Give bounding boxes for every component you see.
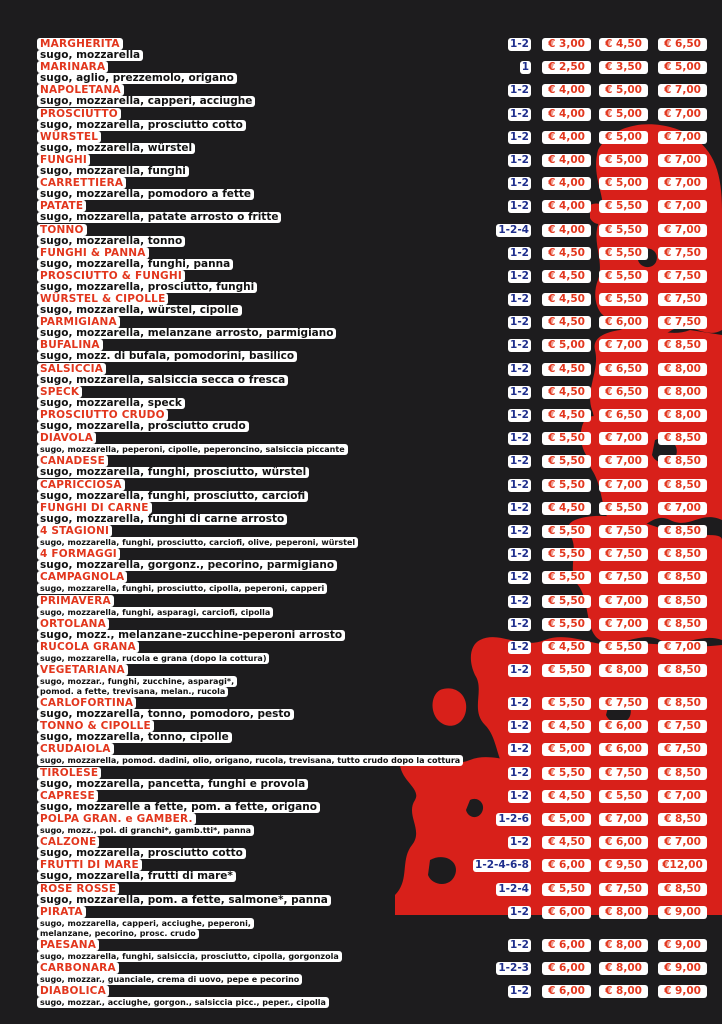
allergen-code: 1-2 — [510, 594, 529, 607]
menu-item — [37, 270, 722, 293]
pizza-ingredients: sugo, mozzarella, funghi — [37, 166, 189, 177]
pizza-ingredients: sugo, mozzarella, pomod. dadini, olio, origano, rucola, trevisana, tutto crudo dopo la cottura — [37, 755, 463, 766]
allergen-code: 1-2 — [510, 385, 529, 398]
menu-item — [37, 906, 722, 939]
price-size-3: € 7,00 — [658, 200, 707, 213]
price-size-1: € 5,50 — [542, 883, 591, 896]
menu-item — [37, 131, 722, 154]
price-size-2: € 7,00 — [599, 813, 648, 826]
pizza-ingredients: sugo, mozzarella, tonno, cipolle — [37, 732, 232, 743]
pizza-ingredients: sugo, mozzarella, salsiccia secca o fresca — [37, 375, 288, 386]
price-size-3: € 7,50 — [658, 316, 707, 329]
price-size-2: € 7,50 — [599, 525, 648, 538]
price-size-3: € 7,00 — [658, 84, 707, 97]
allergen-code: 1-2 — [510, 905, 529, 918]
menu-item — [37, 962, 722, 985]
menu-item — [37, 363, 722, 386]
pizza-ingredients: sugo, mozzarella, prosciutto cotto — [37, 848, 246, 859]
menu-item — [37, 697, 722, 720]
menu-item — [37, 432, 722, 455]
pizza-ingredients: sugo, mozzarella, funghi, prosciutto, cipolla, peperoni, capperi — [37, 583, 327, 594]
price-size-1: € 6,00 — [542, 939, 591, 952]
price-size-2: € 6,00 — [599, 316, 648, 329]
pizza-name: TONNO — [37, 224, 87, 236]
allergen-code: 1-2-4 — [498, 882, 529, 895]
pizza-menu-list — [37, 38, 722, 1008]
pizza-name: VEGETARIANA — [37, 664, 128, 676]
price-size-2: € 6,00 — [599, 836, 648, 849]
price-size-1: € 4,50 — [542, 790, 591, 803]
price-size-2: € 7,00 — [599, 432, 648, 445]
price-size-1: € 4,00 — [542, 84, 591, 97]
price-size-3: € 8,50 — [658, 525, 707, 538]
price-size-2: € 4,50 — [599, 38, 648, 51]
price-size-2: € 5,00 — [599, 84, 648, 97]
price-size-3: € 8,50 — [658, 432, 707, 445]
price-size-2: € 7,00 — [599, 618, 648, 631]
price-size-3: € 7,00 — [658, 836, 707, 849]
allergen-code: 1-2 — [510, 478, 529, 491]
price-size-3: € 5,00 — [658, 61, 707, 74]
pizza-ingredients: sugo, mozzarella, rucola e grana (dopo la cottura) — [37, 653, 269, 664]
allergen-code: 1-2 — [510, 107, 529, 120]
pizza-name: FRUTTI DI MARE — [37, 859, 142, 871]
price-size-2: € 5,50 — [599, 641, 648, 654]
price-size-2: € 3,50 — [599, 61, 648, 74]
menu-item — [37, 61, 722, 84]
price-size-2: € 7,50 — [599, 571, 648, 584]
pizza-name: FUNGHI & PANNA — [37, 247, 149, 259]
menu-item — [37, 618, 722, 641]
menu-item — [37, 859, 722, 882]
price-size-1: € 4,00 — [542, 177, 591, 190]
price-size-3: € 8,50 — [658, 455, 707, 468]
pizza-name: SALSICCIA — [37, 363, 106, 375]
pizza-name: PROSCIUTTO & FUNGHI — [37, 270, 185, 282]
menu-item — [37, 743, 722, 766]
pizza-ingredients: sugo, mozzarella, gorgonz., pecorino, parmigiano — [37, 560, 337, 571]
menu-item — [37, 409, 722, 432]
price-size-1: € 5,50 — [542, 479, 591, 492]
menu-item — [37, 177, 722, 200]
allergen-code: 1-2 — [510, 664, 529, 677]
allergen-code: 1-2 — [510, 501, 529, 514]
pizza-name: ORTOLANA — [37, 618, 109, 630]
allergen-code: 1-2 — [510, 246, 529, 259]
pizza-name: PATATE — [37, 200, 86, 212]
menu-item — [37, 595, 722, 618]
price-size-3: € 8,50 — [658, 767, 707, 780]
price-size-1: € 4,50 — [542, 363, 591, 376]
menu-item — [37, 386, 722, 409]
price-size-1: € 4,00 — [542, 224, 591, 237]
pizza-ingredients: sugo, mozzarella, würstel, cipolle — [37, 305, 242, 316]
price-size-3: € 7,50 — [658, 743, 707, 756]
allergen-code: 1 — [521, 61, 529, 74]
allergen-code: 1-2 — [510, 697, 529, 710]
pizza-name: DIABOLICA — [37, 985, 109, 997]
price-size-2: € 5,50 — [599, 270, 648, 283]
price-size-2: € 8,00 — [599, 962, 648, 975]
pizza-ingredients: sugo, mozzarella, prosciutto, funghi — [37, 282, 257, 293]
price-size-2: € 6,50 — [599, 409, 648, 422]
price-size-3: € 9,00 — [658, 962, 707, 975]
price-size-2: € 8,00 — [599, 906, 648, 919]
allergen-code: 1-2 — [510, 316, 529, 329]
price-size-2: € 7,00 — [599, 455, 648, 468]
pizza-name: CARRETTIERA — [37, 177, 126, 189]
pizza-ingredients: sugo, mozzarella, prosciutto cotto — [37, 120, 246, 131]
pizza-name: MARINARA — [37, 61, 108, 73]
price-size-1: € 5,50 — [542, 455, 591, 468]
pizza-ingredients: sugo, mozzarella, frutti di mare* — [37, 871, 236, 882]
allergen-code: 1-2 — [510, 339, 529, 352]
menu-item — [37, 571, 722, 594]
price-size-2: € 5,50 — [599, 247, 648, 260]
price-size-3: € 7,50 — [658, 293, 707, 306]
menu-item — [37, 200, 722, 223]
pizza-name: TIROLESE — [37, 767, 101, 779]
allergen-code: 1-2 — [510, 548, 529, 561]
price-size-3: € 7,00 — [658, 131, 707, 144]
pizza-ingredients: sugo, mozzarella, tonno — [37, 236, 185, 247]
price-size-1: € 6,00 — [542, 962, 591, 975]
pizza-ingredients: sugo, mozzarella, peperoni, cipolle, peperoncino, salsiccia piccante — [37, 444, 348, 455]
pizza-ingredients: sugo, mozzarella, funghi, panna — [37, 259, 233, 270]
allergen-code: 1-2 — [510, 130, 529, 143]
allergen-code: 1-2 — [510, 455, 529, 468]
price-size-2: € 7,50 — [599, 883, 648, 896]
price-size-2: € 5,50 — [599, 224, 648, 237]
pizza-name: NAPOLETANA — [37, 84, 124, 96]
price-size-3: € 8,50 — [658, 697, 707, 710]
price-size-1: € 4,50 — [542, 386, 591, 399]
pizza-ingredients: sugo, mozzar., guanciale, crema di uovo, pepe e pecorino — [37, 974, 302, 985]
allergen-code: 1-2 — [510, 269, 529, 282]
pizza-ingredients: sugo, mozzarella, capperi, acciughe, peperoni, — [37, 918, 254, 929]
price-size-3: € 8,50 — [658, 339, 707, 352]
allergen-code: 1-2 — [510, 84, 529, 97]
price-size-1: € 4,50 — [542, 720, 591, 733]
pizza-name: ROSE ROSSE — [37, 883, 119, 895]
pizza-name: CRUDAIOLA — [37, 743, 114, 755]
price-size-3: € 8,50 — [658, 883, 707, 896]
pizza-name: CAMPAGNOLA — [37, 571, 127, 583]
pizza-ingredients: sugo, mozzarella, funghi, prosciutto, carciofi — [37, 491, 308, 502]
price-size-1: € 5,50 — [542, 548, 591, 561]
menu-item — [37, 38, 722, 61]
price-size-1: € 4,50 — [542, 293, 591, 306]
allergen-code: 1-2-4-6-8 — [475, 859, 529, 872]
pizza-ingredients: sugo, aglio, prezzemolo, origano — [37, 73, 237, 84]
price-size-3: € 8,00 — [658, 363, 707, 376]
menu-item — [37, 525, 722, 548]
pizza-name: TONNO & CIPOLLE — [37, 720, 154, 732]
price-size-3: € 9,00 — [658, 985, 707, 998]
pizza-name: PRIMAVERA — [37, 595, 114, 607]
allergen-code: 1-2 — [510, 938, 529, 951]
price-size-1: € 5,50 — [542, 618, 591, 631]
pizza-name: PAESANA — [37, 939, 99, 951]
pizza-name: FUNGHI DI CARNE — [37, 502, 152, 514]
price-size-3: € 8,50 — [658, 664, 707, 677]
allergen-code: 1-2 — [510, 836, 529, 849]
pizza-ingredients: sugo, mozzarella, tonno, pomodoro, pesto — [37, 709, 294, 720]
price-size-1: € 6,00 — [542, 906, 591, 919]
pizza-ingredients: sugo, mozzar., funghi, zucchine, asparagi*, — [37, 676, 237, 687]
price-size-2: € 6,00 — [599, 743, 648, 756]
price-size-2: € 5,50 — [599, 293, 648, 306]
allergen-code: 1-2 — [510, 524, 529, 537]
menu-item — [37, 293, 722, 316]
menu-item — [37, 664, 722, 697]
pizza-name: MARGHERITA — [37, 38, 123, 50]
price-size-1: € 5,00 — [542, 339, 591, 352]
menu-item — [37, 883, 722, 906]
price-size-3: € 7,00 — [658, 177, 707, 190]
price-size-1: € 4,50 — [542, 409, 591, 422]
price-size-2: € 7,50 — [599, 548, 648, 561]
pizza-name: CAPRICCIOSA — [37, 479, 125, 491]
menu-item — [37, 548, 722, 571]
price-size-2: € 6,00 — [599, 720, 648, 733]
allergen-code: 1-2 — [510, 571, 529, 584]
allergen-code: 1-2 — [510, 789, 529, 802]
price-size-3: €12,00 — [658, 859, 707, 872]
price-size-2: € 7,50 — [599, 767, 648, 780]
price-size-3: € 8,50 — [658, 571, 707, 584]
price-size-3: € 8,50 — [658, 813, 707, 826]
pizza-ingredients: sugo, mozzarelle a fette, pom. a fette, origano — [37, 802, 320, 813]
price-size-1: € 5,50 — [542, 571, 591, 584]
price-size-2: € 8,00 — [599, 939, 648, 952]
price-size-1: € 4,00 — [542, 154, 591, 167]
pizza-ingredients: sugo, mozz., melanzane-zucchine-peperoni arrosto — [37, 630, 345, 641]
pizza-name: BUFALINA — [37, 339, 103, 351]
pizza-ingredients: sugo, mozzarella, funghi, prosciutto, carciofi, olive, peperoni, würstel — [37, 537, 358, 548]
pizza-ingredients: sugo, mozzarella, funghi, salsiccia, prosciutto, cipolla, gorgonzola — [37, 951, 342, 962]
menu-item — [37, 479, 722, 502]
menu-item — [37, 813, 722, 836]
price-size-3: € 7,00 — [658, 790, 707, 803]
allergen-code: 1-2-4 — [498, 223, 529, 236]
price-size-3: € 6,50 — [658, 38, 707, 51]
price-size-1: € 4,50 — [542, 316, 591, 329]
price-size-3: € 7,00 — [658, 502, 707, 515]
price-size-3: € 7,50 — [658, 247, 707, 260]
price-size-1: € 4,50 — [542, 836, 591, 849]
price-size-1: € 5,00 — [542, 813, 591, 826]
pizza-name: FUNGHI — [37, 154, 90, 166]
allergen-code: 1-2 — [510, 432, 529, 445]
allergen-code: 1-2 — [510, 293, 529, 306]
pizza-name: PIRATA — [37, 906, 86, 918]
price-size-1: € 4,00 — [542, 108, 591, 121]
pizza-name: PROSCIUTTO — [37, 108, 121, 120]
pizza-ingredients-continued: melanzane, pecorino, prosc. crudo — [37, 929, 199, 939]
menu-item — [37, 84, 722, 107]
price-size-1: € 4,00 — [542, 131, 591, 144]
pizza-ingredients: sugo, mozzarella, capperi, acciughe — [37, 96, 255, 107]
price-size-2: € 5,00 — [599, 108, 648, 121]
price-size-3: € 7,50 — [658, 270, 707, 283]
price-size-2: € 5,50 — [599, 790, 648, 803]
pizza-name: CANADESE — [37, 455, 108, 467]
price-size-2: € 6,50 — [599, 363, 648, 376]
pizza-ingredients: sugo, mozz. di bufala, pomodorini, basilico — [37, 351, 297, 362]
menu-item — [37, 720, 722, 743]
menu-item — [37, 316, 722, 339]
menu-item — [37, 836, 722, 859]
price-size-1: € 2,50 — [542, 61, 591, 74]
allergen-code: 1-2 — [510, 177, 529, 190]
pizza-name: WÜRSTEL & CIPOLLE — [37, 293, 168, 305]
menu-item — [37, 985, 722, 1008]
pizza-ingredients: sugo, mozzarella, funghi, asparagi, carciofi, cipolla — [37, 607, 273, 618]
price-size-1: € 6,00 — [542, 985, 591, 998]
price-size-1: € 4,50 — [542, 641, 591, 654]
pizza-ingredients: sugo, mozzarella, speck — [37, 398, 185, 409]
pizza-name: CARLOFORTINA — [37, 697, 136, 709]
allergen-code: 1-2 — [510, 153, 529, 166]
menu-item — [37, 154, 722, 177]
price-size-3: € 9,00 — [658, 906, 707, 919]
price-size-2: € 8,00 — [599, 664, 648, 677]
pizza-ingredients: sugo, mozzarella, pom. a fette, salmone*, panna — [37, 895, 331, 906]
price-size-1: € 4,50 — [542, 502, 591, 515]
price-size-3: € 7,00 — [658, 108, 707, 121]
pizza-name: DIAVOLA — [37, 432, 96, 444]
allergen-code: 1-2 — [510, 640, 529, 653]
price-size-1: € 5,00 — [542, 743, 591, 756]
menu-item — [37, 247, 722, 270]
pizza-name: 4 STAGIONI — [37, 525, 112, 537]
allergen-code: 1-2 — [510, 720, 529, 733]
price-size-2: € 7,00 — [599, 595, 648, 608]
pizza-ingredients: sugo, mozzarella, funghi di carne arrosto — [37, 514, 287, 525]
price-size-3: € 7,00 — [658, 154, 707, 167]
allergen-code: 1-2 — [510, 409, 529, 421]
menu-item — [37, 790, 722, 813]
allergen-code: 1-2 — [510, 362, 529, 375]
price-size-3: € 7,00 — [658, 224, 707, 237]
pizza-ingredients: sugo, mozzarella, würstel — [37, 143, 195, 154]
menu-item — [37, 455, 722, 478]
allergen-code: 1-2 — [510, 985, 529, 998]
price-size-1: € 4,50 — [542, 270, 591, 283]
price-size-3: € 8,50 — [658, 548, 707, 561]
pizza-ingredients: sugo, mozzarella, prosciutto crudo — [37, 421, 249, 432]
pizza-ingredients: sugo, mozzarella, pomodoro a fette — [37, 189, 254, 200]
price-size-2: € 5,50 — [599, 502, 648, 515]
menu-item — [37, 339, 722, 362]
price-size-1: € 5,50 — [542, 767, 591, 780]
price-size-1: € 4,00 — [542, 200, 591, 213]
allergen-code: 1-2 — [510, 38, 529, 50]
price-size-1: € 5,50 — [542, 664, 591, 677]
pizza-name: POLPA GRAN. e GAMBER. — [37, 813, 196, 825]
price-size-2: € 9,50 — [599, 859, 648, 872]
price-size-3: € 7,00 — [658, 641, 707, 654]
pizza-name: CARBONARA — [37, 962, 119, 974]
allergen-code: 1-2 — [510, 743, 529, 756]
menu-item — [37, 502, 722, 525]
price-size-1: € 6,00 — [542, 859, 591, 872]
pizza-ingredients-continued: pomod. a fette, trevisana, melan., rucola — [37, 687, 228, 697]
price-size-2: € 6,50 — [599, 386, 648, 399]
price-size-2: € 5,00 — [599, 177, 648, 190]
pizza-name: CALZONE — [37, 836, 99, 848]
allergen-code: 1-2 — [510, 766, 529, 779]
pizza-name: 4 FORMAGGI — [37, 548, 120, 560]
price-size-3: € 9,00 — [658, 939, 707, 952]
menu-item — [37, 641, 722, 664]
price-size-1: € 3,00 — [542, 38, 591, 51]
price-size-2: € 7,00 — [599, 339, 648, 352]
price-size-1: € 5,50 — [542, 432, 591, 445]
price-size-3: € 8,00 — [658, 386, 707, 399]
pizza-ingredients: sugo, mozzarella, patate arrosto o fritte — [37, 212, 281, 223]
pizza-ingredients: sugo, mozzarella, funghi, prosciutto, würstel — [37, 467, 309, 478]
allergen-code: 1-2 — [510, 200, 529, 213]
menu-item — [37, 224, 722, 247]
pizza-ingredients: sugo, mozzarella, melanzane arrosto, parmigiano — [37, 328, 336, 339]
price-size-1: € 5,50 — [542, 525, 591, 538]
pizza-ingredients: sugo, mozzarella — [37, 50, 143, 61]
menu-item — [37, 108, 722, 131]
price-size-3: € 8,50 — [658, 595, 707, 608]
allergen-code: 1-2-6 — [498, 813, 529, 825]
price-size-3: € 8,00 — [658, 409, 707, 422]
price-size-2: € 5,00 — [599, 131, 648, 144]
pizza-name: SPECK — [37, 386, 82, 398]
pizza-ingredients: sugo, mozz., pol. di granchi*, gamb.tti*, panna — [37, 825, 254, 836]
price-size-1: € 5,50 — [542, 697, 591, 710]
pizza-name: PARMIGIANA — [37, 316, 120, 328]
pizza-ingredients: sugo, mozzar., acciughe, gorgon., salsiccia picc., peper., cipolla — [37, 997, 329, 1008]
pizza-ingredients: sugo, mozzarella, pancetta, funghi e provola — [37, 779, 308, 790]
pizza-name: PROSCIUTTO CRUDO — [37, 409, 168, 421]
price-size-3: € 8,50 — [658, 479, 707, 492]
pizza-name: CAPRESE — [37, 790, 98, 802]
menu-item — [37, 939, 722, 962]
pizza-name: RUCOLA GRANA — [37, 641, 139, 653]
price-size-2: € 7,00 — [599, 479, 648, 492]
menu-item — [37, 767, 722, 790]
price-size-2: € 8,00 — [599, 985, 648, 998]
price-size-1: € 4,50 — [542, 247, 591, 260]
price-size-2: € 5,00 — [599, 154, 648, 167]
allergen-code: 1-2 — [510, 617, 529, 630]
allergen-code: 1-2-3 — [498, 961, 529, 974]
price-size-3: € 7,50 — [658, 720, 707, 733]
price-size-3: € 8,50 — [658, 618, 707, 631]
price-size-1: € 5,50 — [542, 595, 591, 608]
price-size-2: € 7,50 — [599, 697, 648, 710]
pizza-name: WÜRSTEL — [37, 131, 101, 143]
price-size-2: € 5,50 — [599, 200, 648, 213]
